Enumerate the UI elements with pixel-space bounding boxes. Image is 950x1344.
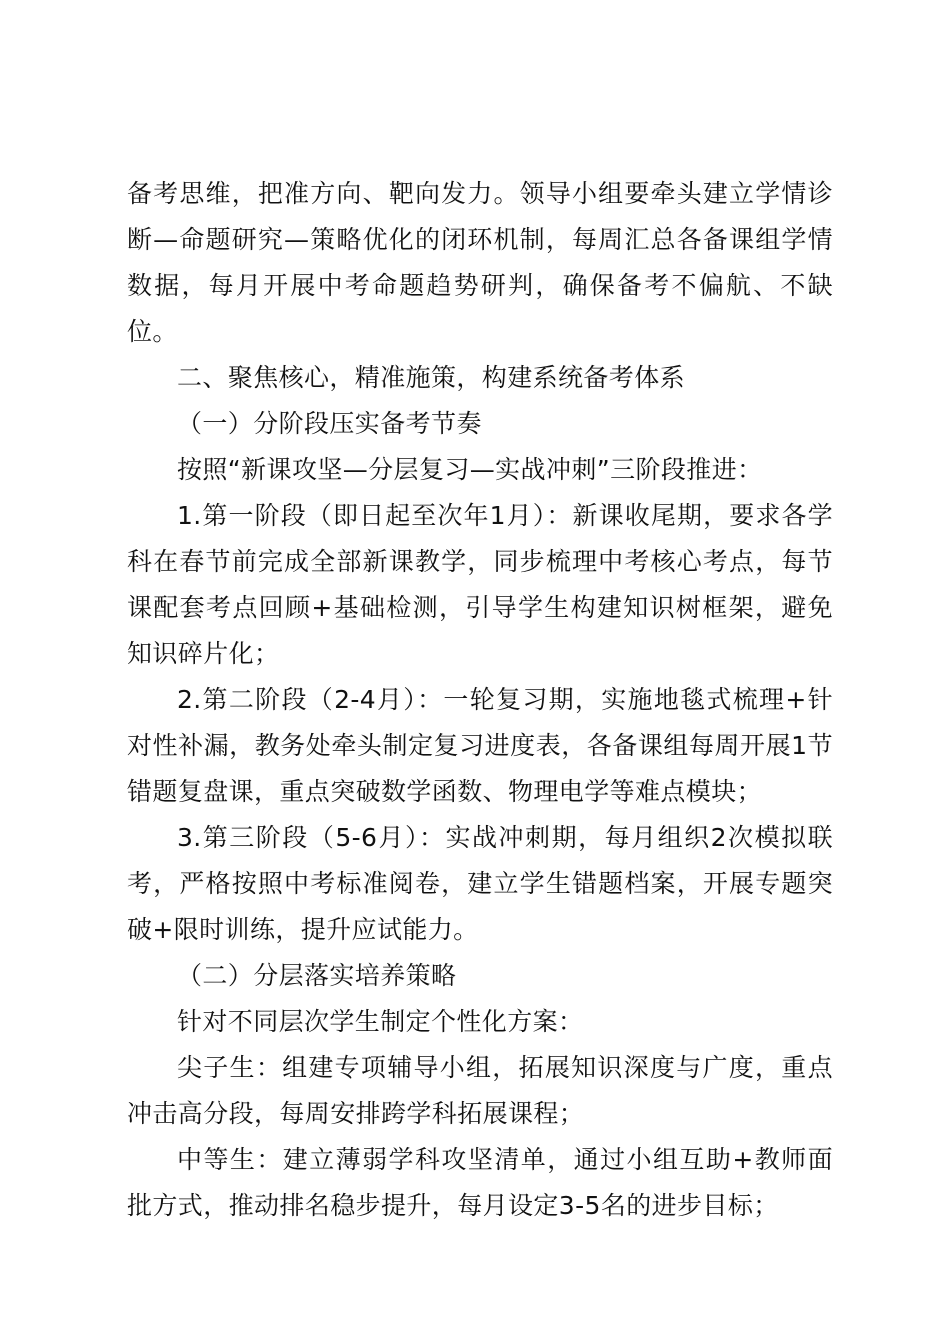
paragraph-intro-levels: 针对不同层次学生制定个性化方案： [177,1007,584,1036]
section-heading-2: 二、聚焦核心，精准施策，构建系统备考体系 [177,363,686,392]
paragraph-top-students: 尖子生：组建专项辅导小组，拓展知识深度与广度，重点冲击高分段，每周安排跨学科拓展课程； [127,1053,833,1128]
paragraph-middle-students: 中等生：建立薄弱学科攻坚清单，通过小组互助+教师面批方式，推动排名稳步提升，每月设定3-5名的进步目标； [127,1145,833,1220]
paragraph-stage-2: 2.第二阶段（2-4月）：一轮复习期，实施地毯式梳理+针对性补漏，教务处牵头制定复习进度表，各备课组每周开展1节错题复盘课，重点突破数学函数、物理电学等难点模块； [127,685,833,806]
paragraph-intro-stages: 按照“新课攻坚—分层复习—实战冲刺”三阶段推进： [177,455,763,484]
paragraph-stage-3: 3.第三阶段（5-6月）：实战冲刺期，每月组织2次模拟联考，严格按照中考标准阅卷，建立学生错题档案，开展专题突破+限时训练，提升应试能力。 [127,823,833,944]
paragraph-1: 备考思维，把准方向、靶向发力。领导小组要牵头建立学情诊断—命题研究—策略优化的闭环机制，每周汇总各备课组学情数据，每月开展中考命题趋势研判，确保备考不偏航、不缺位。 [127,179,833,346]
document-body [127,171,833,1229]
paragraph-stage-1: 1.第一阶段（即日起至次年1月）：新课收尾期，要求各学科在春节前完成全部新课教学，同步梳理中考核心考点，每节课配套考点回顾+基础检测，引导学生构建知识树框架，避免知识碎片化； [127,501,833,668]
subsection-heading-2: （二）分层落实培养策略 [177,961,457,990]
subsection-heading-1: （一）分阶段压实备考节奏 [177,409,482,438]
